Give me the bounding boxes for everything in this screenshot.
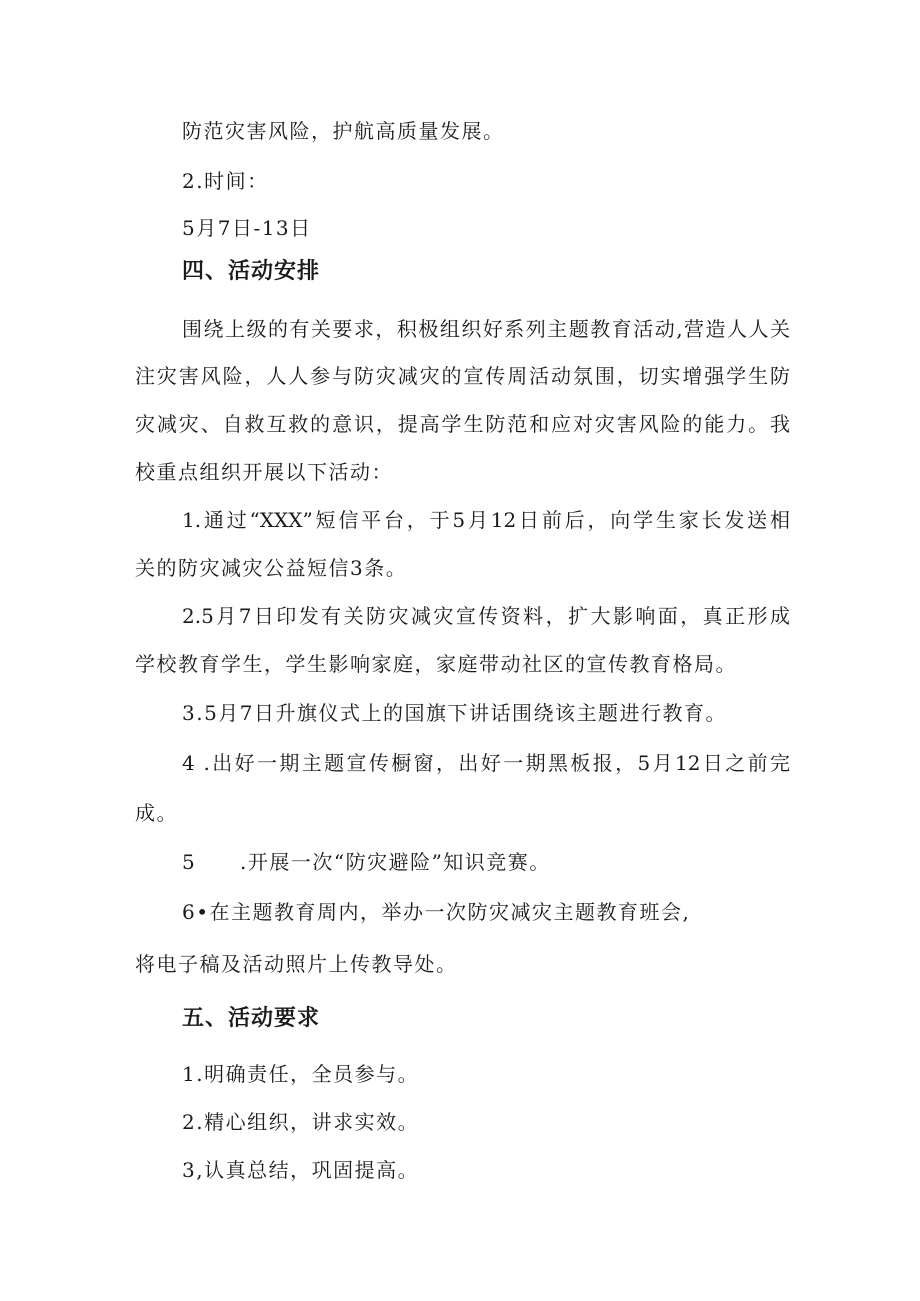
paragraph-line: 围绕上级的有关要求，积极组织好系列主题教育活动,营造人人关 — [182, 317, 790, 341]
list-item-line: 学校教育学生，学生影响家庭，家庭带动社区的宣传教育格局。 — [135, 652, 737, 676]
time-label: 2.时间： — [182, 169, 269, 193]
list-item-line: 1.通过“XXX”短信平台，于5月12日前后，向学生家长发送相 — [182, 508, 790, 532]
list-item-line: .开展一次“防灾避险”知识竞赛。 — [240, 850, 551, 874]
list-item-number: 5 — [182, 850, 197, 874]
section-heading-5: 五、活动要求 — [182, 1006, 321, 1031]
list-item-line: 3,认真总结，巩固提高。 — [182, 1158, 420, 1182]
time-value: 5月7日-13日 — [182, 216, 312, 240]
list-item-line: 2.5月7日印发有关防灾减灾宣传资料，扩大影响面，真正形成 — [182, 604, 790, 628]
list-item-line: 4 .出好一期主题宣传橱窗，出好一期黑板报，5月12日之前完 — [182, 751, 790, 775]
list-item-line: 关的防灾减灾公益短信3条。 — [135, 556, 408, 580]
paragraph-line: 校重点组织开展以下活动： — [135, 460, 393, 484]
section-heading-4: 四、活动安排 — [182, 259, 321, 284]
list-item-line: 6•在主题教育周内，举办一次防灾减灾主题教育班会, — [182, 900, 691, 924]
paragraph-line: 注灾害风险，人人参与防灾减灾的宣传周活动氛围，切实增强学生防 — [135, 364, 790, 388]
list-item-line: 3.5月7日升旗仪式上的国旗下讲话围绕该主题进行教育。 — [182, 701, 728, 725]
list-item-line: 1.明确责任，全员参与。 — [182, 1062, 420, 1086]
paragraph-line: 防范灾害风险，护航高质量发展。 — [182, 119, 505, 143]
list-item-line: 成。 — [135, 801, 178, 825]
list-item-line: 将电子稿及活动照片上传教导处。 — [135, 952, 458, 976]
list-item-line: 2.精心组织，讲求实效。 — [182, 1110, 420, 1134]
paragraph-line: 灾减灾、自救互救的意识，提高学生防范和应对灾害风险的能力。我 — [135, 412, 790, 436]
